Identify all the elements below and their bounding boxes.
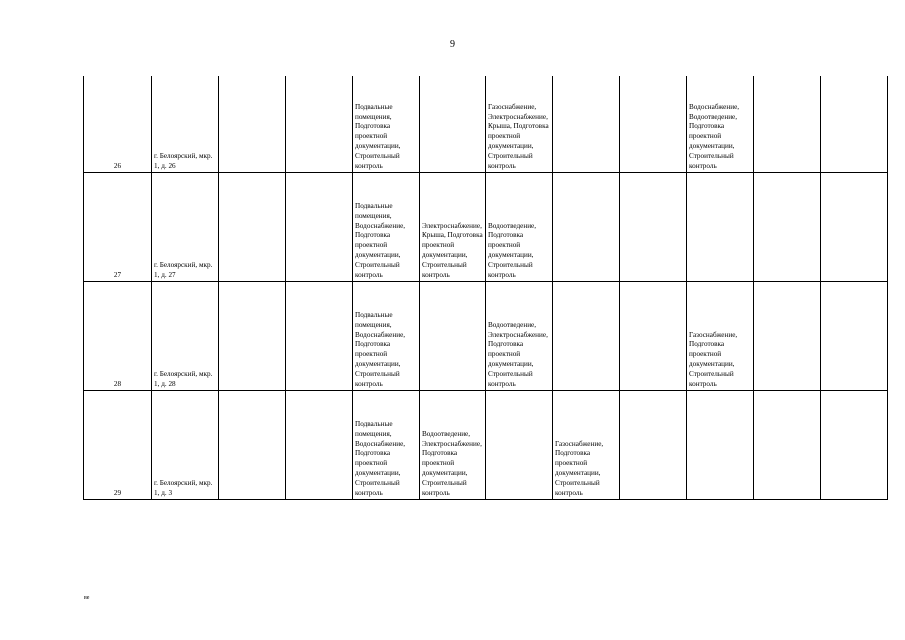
row-number: 28 <box>84 282 152 391</box>
address-cell: г. Белоярский, мкр. 1, д. 3 <box>152 391 219 500</box>
footer-mark: ве <box>84 595 90 601</box>
row-number: 27 <box>84 173 152 282</box>
table-cell: Газоснабжение, Электроснабжение, Крыша, Подготовка проектной документации, Строительный контроль <box>486 76 553 173</box>
table-cell <box>821 391 888 500</box>
table-cell <box>620 76 687 173</box>
address-cell: г. Белоярский, мкр. 1, д. 28 <box>152 282 219 391</box>
table-cell: Водоотведение, Подготовка проектной документации, Строительный контроль <box>486 173 553 282</box>
page-number: 9 <box>450 39 455 50</box>
table-cell: Подвальные помещения, Водоснабжение, Подготовка проектной документации, Строительный контроль <box>353 173 420 282</box>
table-cell <box>286 391 353 500</box>
table-cell <box>219 76 286 173</box>
table-cell <box>754 76 821 173</box>
row-number: 26 <box>84 76 152 173</box>
table-cell: Водоснабжение, Водоотведение, Подготовка проектной документации, Строительный контроль <box>687 76 754 173</box>
table-cell <box>821 76 888 173</box>
table-cell <box>754 282 821 391</box>
table-cell <box>286 282 353 391</box>
table-cell <box>286 173 353 282</box>
repair-schedule-table <box>83 76 888 500</box>
table-cell <box>620 282 687 391</box>
table-row <box>84 391 888 500</box>
table-cell <box>821 282 888 391</box>
table-cell <box>420 76 486 173</box>
table-cell: Подвальные помещения, Водоснабжение, Подготовка проектной документации, Строительный контроль <box>353 391 420 500</box>
row-number: 29 <box>84 391 152 500</box>
table-cell <box>486 391 553 500</box>
table-cell <box>620 173 687 282</box>
table-cell <box>687 391 754 500</box>
table-row <box>84 282 888 391</box>
address-cell: г. Белоярский, мкр. 1, д. 27 <box>152 173 219 282</box>
table-cell: Газоснабжение, Подготовка проектной документации, Строительный контроль <box>553 391 620 500</box>
address-cell: г. Белоярский, мкр. 1, д. 26 <box>152 76 219 173</box>
table-cell: Подвальные помещения, Водоснабжение, Подготовка проектной документации, Строительный контроль <box>353 282 420 391</box>
table-row <box>84 76 888 173</box>
table-cell: Электроснабжение, Крыша, Подготовка проектной документации, Строительный контроль <box>420 173 486 282</box>
table-cell: Водоотведение, Электроснабжение, Подготовка проектной документации, Строительный контроль <box>486 282 553 391</box>
table-cell <box>553 282 620 391</box>
table-cell <box>219 173 286 282</box>
table-cell: Водоотведение, Электроснабжение, Подготовка проектной документации, Строительный контроль <box>420 391 486 500</box>
table-cell <box>754 173 821 282</box>
table-cell <box>620 391 687 500</box>
table-cell <box>219 391 286 500</box>
table-cell <box>553 173 620 282</box>
table-cell <box>286 76 353 173</box>
table-cell <box>821 173 888 282</box>
table-row <box>84 173 888 282</box>
table-cell <box>687 173 754 282</box>
table-cell <box>219 282 286 391</box>
table-cell: Газоснабжение, Подготовка проектной документации, Строительный контроль <box>687 282 754 391</box>
table-cell <box>754 391 821 500</box>
table-cell <box>420 282 486 391</box>
table-cell: Подвальные помещения, Подготовка проектной документации, Строительный контроль <box>353 76 420 173</box>
table-cell <box>553 76 620 173</box>
